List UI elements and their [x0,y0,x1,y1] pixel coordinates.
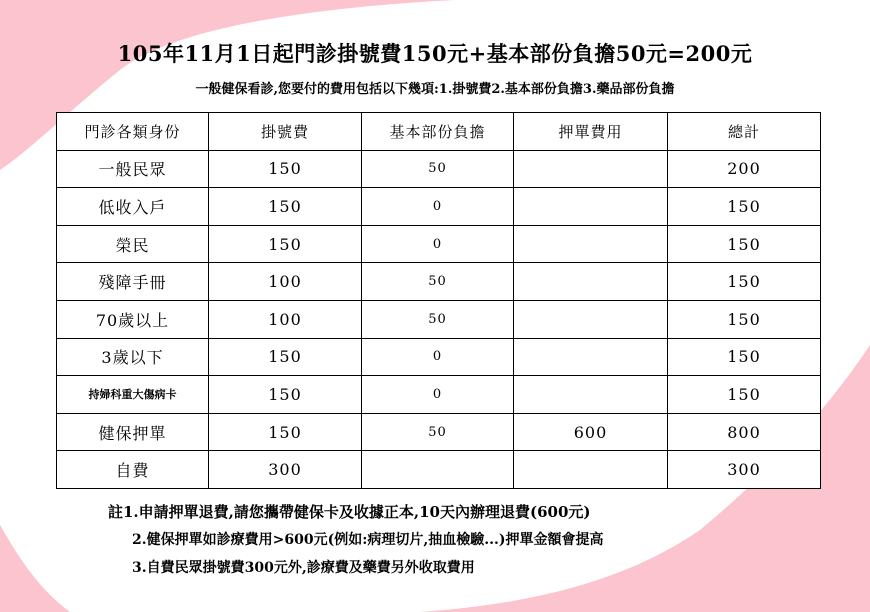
cell-total: 150 [668,263,821,301]
cell-copay [362,451,514,489]
cell-type: 持婦科重大傷病卡 [57,376,209,414]
cell-total: 150 [668,300,821,338]
cell-deposit [514,376,668,414]
table-row [57,225,821,263]
table-row [57,263,821,301]
note-3: 3.自費民眾掛號費300元外,診療費及藥費另外收取費用 [132,560,475,576]
cell-registration: 150 [209,225,362,263]
cell-total: 150 [668,225,821,263]
table-row [57,413,821,451]
cell-total: 200 [668,150,821,188]
cell-deposit [514,188,668,226]
cell-registration: 150 [209,376,362,414]
table-row [57,451,821,489]
cell-type: 3歲以下 [57,338,209,376]
cell-registration: 300 [209,451,362,489]
header-registration-fee: 掛號費 [209,113,362,151]
header-deposit-fee: 押單費用 [514,113,668,151]
note-2: 2.健保押單如診療費用>600元(例如:病理切片,抽血檢驗...)押單金額會提高 [132,532,604,548]
header-basic-copay: 基本部份負擔 [362,113,514,151]
cell-deposit [514,150,668,188]
cell-registration: 150 [209,413,362,451]
table-row [57,338,821,376]
cell-type: 殘障手冊 [57,263,209,301]
cell-registration: 100 [209,300,362,338]
cell-registration: 100 [209,263,362,301]
cell-type: 一般民眾 [57,150,209,188]
cell-deposit [514,338,668,376]
cell-total: 150 [668,338,821,376]
notes [108,498,603,582]
cell-type: 健保押單 [57,413,209,451]
cell-copay: 0 [362,338,514,376]
table-row [57,376,821,414]
cell-total: 150 [668,376,821,414]
table-row [57,150,821,188]
cell-total: 800 [668,413,821,451]
note-1: 註1.申請押單退費,請您攜帶健保卡及收據正本,10天內辦理退費(600元) [108,503,591,521]
fee-table [56,112,821,489]
cell-deposit [514,300,668,338]
cell-total: 150 [668,188,821,226]
cell-type: 榮民 [57,225,209,263]
cell-registration: 150 [209,338,362,376]
cell-copay: 50 [362,300,514,338]
cell-type: 70歲以上 [57,300,209,338]
cell-registration: 150 [209,150,362,188]
cell-copay: 50 [362,150,514,188]
cell-copay: 50 [362,263,514,301]
page-title: 105年11月1日起門診掛號費150元+基本部份負擔50元=200元 [117,41,753,66]
cell-deposit [514,225,668,263]
header-total: 總計 [668,113,821,151]
cell-type: 低收入戶 [57,188,209,226]
table-row [57,188,821,226]
cell-deposit: 600 [514,413,668,451]
cell-copay: 50 [362,413,514,451]
cell-type: 自費 [57,451,209,489]
cell-total: 300 [668,451,821,489]
table-row [57,300,821,338]
cell-registration: 150 [209,188,362,226]
page-subtitle: 一般健保看診,您要付的費用包括以下幾項:1.掛號費2.基本部份負擔3.藥品部份負擔 [195,82,675,97]
cell-copay: 0 [362,188,514,226]
cell-deposit [514,451,668,489]
header-identity: 門診各類身份 [57,113,209,151]
cell-copay: 0 [362,376,514,414]
table-header-row [57,113,821,151]
cell-deposit [514,263,668,301]
cell-copay: 0 [362,225,514,263]
